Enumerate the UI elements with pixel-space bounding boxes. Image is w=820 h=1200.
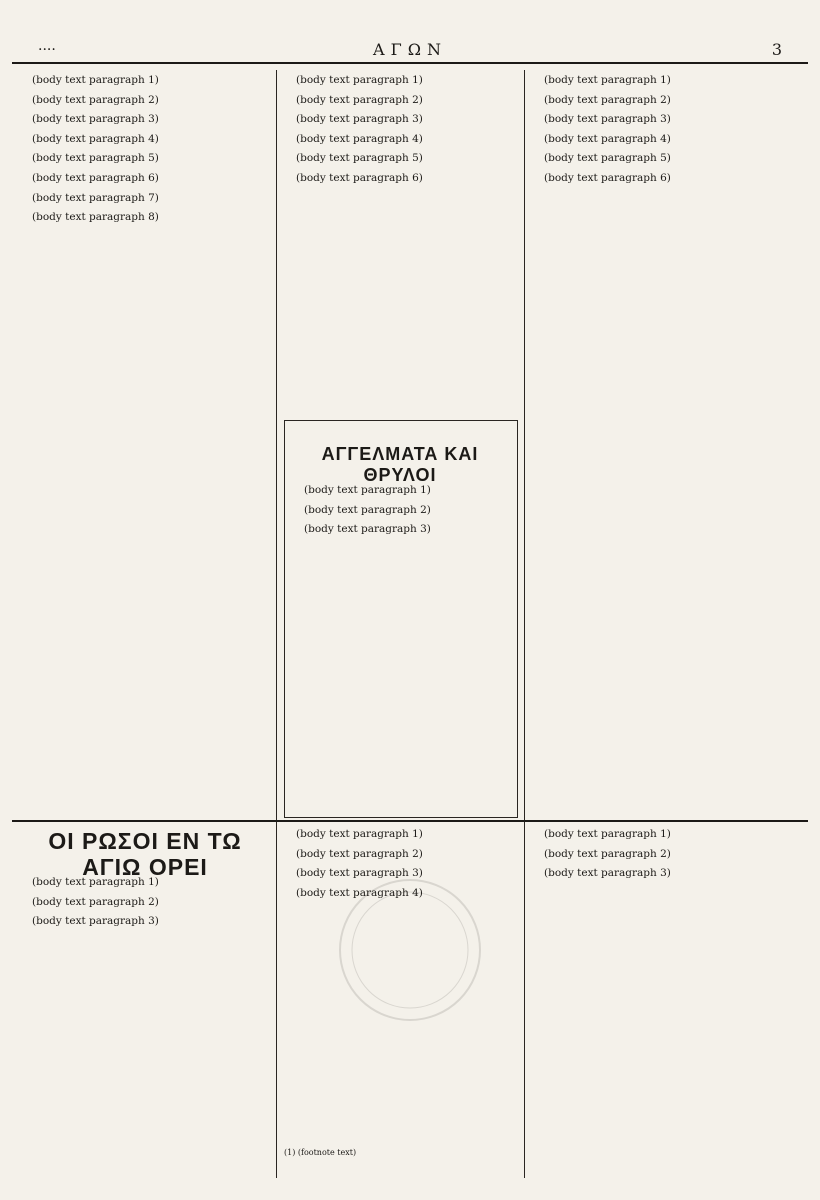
aggelmata-p3: (body text paragraph 3) [304, 523, 431, 536]
col2b-p2: (body text paragraph 2) [296, 847, 423, 860]
col3-p3: (body text paragraph 3) [544, 113, 671, 126]
col3-p4: (body text paragraph 4) [544, 132, 671, 145]
col1-p8: (body text paragraph 8) [32, 211, 159, 224]
col1-bottom [20, 876, 270, 1178]
col1-top [20, 74, 270, 816]
col1-p3: (body text paragraph 3) [32, 113, 159, 126]
header-rule [12, 62, 808, 64]
aggelmata-p2: (body text paragraph 2) [304, 503, 431, 516]
col1-p4: (body text paragraph 4) [32, 132, 159, 145]
col1-p6: (body text paragraph 6) [32, 171, 159, 184]
oi-rosoi-p3: (body text paragraph 3) [32, 915, 159, 928]
col2b-p3: (body text paragraph 3) [296, 867, 423, 880]
col2-p2: (body text paragraph 2) [296, 93, 423, 106]
col3b-p3: (body text paragraph 3) [544, 867, 671, 880]
section-divider [12, 820, 808, 822]
page-header [0, 0, 820, 60]
aggelmata-body [292, 484, 508, 804]
folio-left: .... [38, 38, 56, 54]
col3-p2: (body text paragraph 2) [544, 93, 671, 106]
oi-rosoi-title: ΟΙ ΡΩΣΟΙ ΕΝ ΤΩ ΑΓΙΩ ΟΡΕΙ [48, 828, 242, 880]
col3b-p2: (body text paragraph 2) [544, 847, 671, 860]
col2-p1: (body text paragraph 1) [296, 74, 423, 86]
col3b-p1: (body text paragraph 1) [544, 828, 671, 840]
col1-p5: (body text paragraph 5) [32, 152, 159, 165]
col2-p6: (body text paragraph 6) [296, 171, 423, 184]
col3-p1: (body text paragraph 1) [544, 74, 671, 86]
oi-rosoi-p2: (body text paragraph 2) [32, 895, 159, 908]
col3-bottom [532, 828, 800, 1178]
col1-p1: (body text paragraph 1) [32, 74, 159, 86]
aggelmata-p1: (body text paragraph 1) [304, 484, 431, 496]
col3-p6: (body text paragraph 6) [544, 171, 671, 184]
col1-p7: (body text paragraph 7) [32, 191, 159, 204]
masthead: ΑΓΩΝ [373, 40, 447, 59]
footnote: (1) (footnote text) [284, 1148, 357, 1157]
col2-p3: (body text paragraph 3) [296, 113, 423, 126]
col2b-p4: (body text paragraph 4) [296, 886, 423, 899]
col2-p4: (body text paragraph 4) [296, 132, 423, 145]
col2-p5: (body text paragraph 5) [296, 152, 423, 165]
page-number: 3 [771, 40, 782, 59]
col3-p5: (body text paragraph 5) [544, 152, 671, 165]
aggelmata-title: ΑΓΓΕΛΜΑΤΑ ΚΑΙ ΘΡΥΛΟΙ [321, 444, 479, 485]
col2-top [284, 74, 514, 412]
oi-rosoi-p1: (body text paragraph 1) [32, 876, 159, 888]
col3-top [532, 74, 800, 816]
col2b-p1: (body text paragraph 1) [296, 828, 423, 840]
watermark-stamp [260, 860, 560, 1040]
col1-p2: (body text paragraph 2) [32, 93, 159, 106]
